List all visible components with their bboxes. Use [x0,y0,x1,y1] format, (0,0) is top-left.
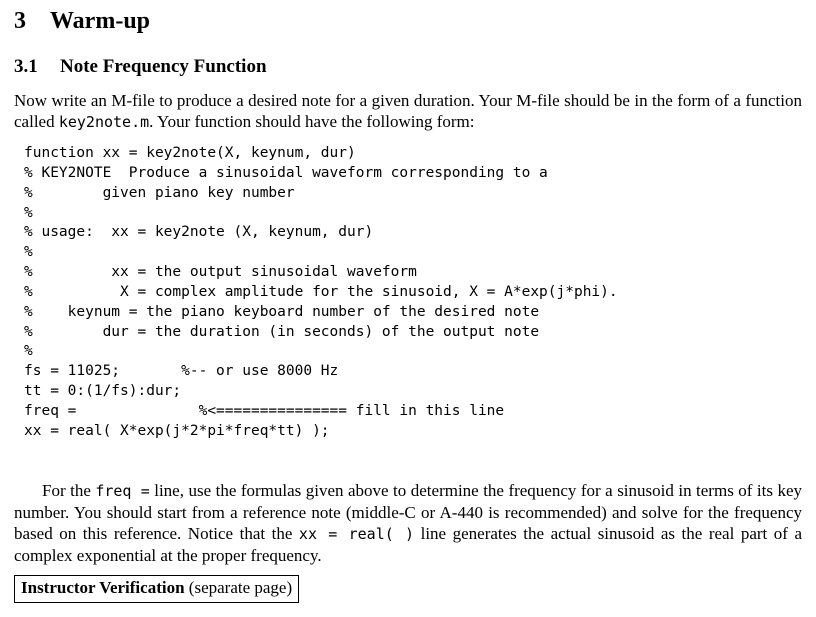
code-line: % [24,244,33,261]
code-line: % given piano key number [24,184,295,201]
code-line: fs = 11025; %-- or use 8000 Hz [24,363,339,380]
instructor-verification-box [14,575,299,603]
intro-code: key2note.m [58,113,150,131]
code-line: function xx = key2note(X, keynum, dur) [24,145,356,161]
body-text-1: For the [42,481,96,500]
code-line: % [24,343,33,360]
code-line: % X = complex amplitude for the sinusoid, X = A*exp(j*phi). [24,283,618,300]
body-code-real: xx = real( ) [298,525,415,543]
subsection-heading [14,56,267,78]
verification-note: (separate page) [188,578,293,597]
intro-text-2: . Your function should have the following form: [149,112,475,131]
subsection-title: Note Frequency Function [60,56,267,77]
section-number: 3 [14,8,26,34]
intro-text-1: Now write an M-file to produce a desired note for a given duration. Your M-file should be in the form of a function called [14,91,802,131]
subsection-number: 3.1 [14,56,38,77]
section-title: Warm-up [50,8,151,34]
code-line: % xx = the output sinusoidal waveform [24,264,417,281]
code-line: % [24,204,33,221]
code-line: freq = %<=============== fill in this line [24,402,505,419]
body-code-freq: freq = [95,482,150,500]
code-line: tt = 0:(1/fs):dur; [24,383,182,400]
code-line: % dur = the duration (in seconds) of the output note [24,323,540,340]
code-listing [24,144,618,442]
code-line: xx = real( X*exp(j*2*pi*freq*tt) ); [24,422,330,439]
code-line: % usage: xx = key2note (X, keynum, dur) [24,224,374,241]
body-paragraph [14,480,802,566]
body-text-2: line, use the formulas given above to determine the frequency for a sinusoid in terms of its key number. You should start from a reference note (middle-C or A-440 is recommended) and solve for the frequency based on this reference. Notice that the [14,481,803,543]
code-line: % KEY2NOTE Produce a sinusoidal waveform corresponding to a [24,164,548,181]
body-text-3: line generates the actual sinusoid as the real part of a complex exponential at the proper frequency. [14,524,803,565]
verification-label: Instructor Verification [21,578,185,597]
code-line: % keynum = the piano keyboard number of the desired note [24,303,540,320]
intro-paragraph [14,90,802,133]
section-heading [14,8,150,35]
